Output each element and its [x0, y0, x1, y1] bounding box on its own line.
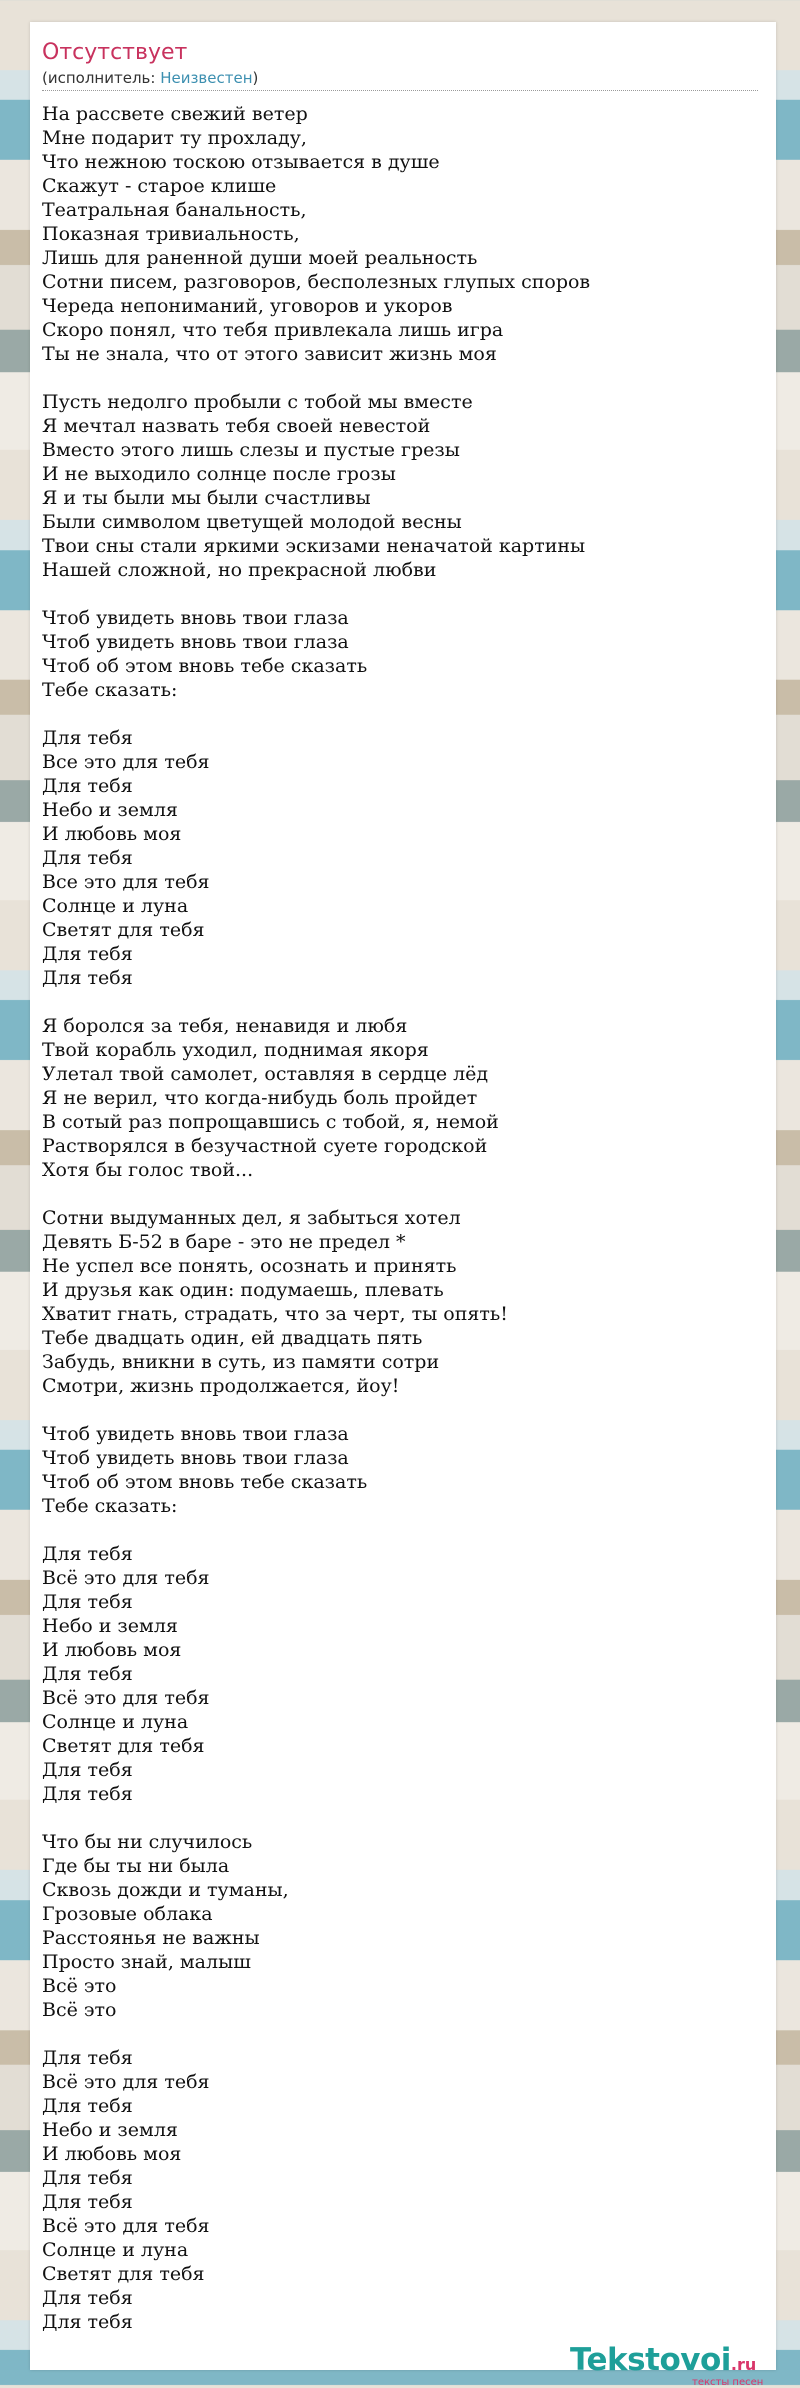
lyric-line: Для тебя: [42, 1759, 133, 1781]
lyric-line: Я мечтал назвать тебя своей невестой: [42, 415, 431, 437]
lyric-line: Всё это: [42, 1999, 117, 2021]
lyric-line: Девять Б-52 в баре - это не предел *: [42, 1231, 406, 1253]
lyric-line: Светят для тебя: [42, 1735, 205, 1757]
artist-suffix: ): [252, 69, 259, 87]
lyric-line: Ты не знала, что от этого зависит жизнь моя: [42, 343, 497, 365]
lyric-line: Сквозь дожди и туманы,: [42, 1879, 289, 1901]
site-logo[interactable]: [570, 2343, 770, 2387]
lyric-line: Пусть недолго пробыли с тобой мы вместе: [42, 391, 473, 413]
lyric-line: Для тебя: [42, 847, 133, 869]
lyric-line: Чтоб увидеть вновь твои глаза: [42, 1423, 349, 1445]
lyric-line: Забудь, вникни в суть, из памяти сотри: [42, 1351, 440, 1373]
lyric-line: Для тебя: [42, 1663, 133, 1685]
artist-link[interactable]: Неизвестен: [160, 69, 253, 87]
lyric-line: Хватит гнать, страдать, что за черт, ты опять!: [42, 1303, 508, 1325]
lyric-line: Чтоб увидеть вновь твои глаза: [42, 1447, 349, 1469]
lyric-line: Все это для тебя: [42, 751, 210, 773]
lyric-line: Череда непониманий, уговоров и укоров: [42, 295, 453, 317]
lyric-line: Для тебя: [42, 2095, 133, 2117]
lyric-line: Тебе сказать:: [42, 1495, 178, 1517]
lyric-line: Чтоб увидеть вновь твои глаза: [42, 631, 349, 653]
lyric-line: Где бы ты ни была: [42, 1855, 230, 1877]
lyric-line: В сотый раз попрощавшись с тобой, я, немой: [42, 1111, 499, 1133]
lyric-line: Всё это для тебя: [42, 1567, 210, 1589]
lyric-line: Были символом цветущей молодой весны: [42, 511, 462, 533]
artist-line: [42, 69, 258, 87]
lyric-line: Скоро понял, что тебя привлекала лишь игра: [42, 319, 504, 341]
lyric-line: Лишь для раненной души моей реальность: [42, 247, 478, 269]
lyric-line: Я боролся за тебя, ненавидя и любя: [42, 1015, 408, 1037]
lyric-line: И любовь моя: [42, 2143, 182, 2165]
lyric-line: Просто знай, малыш: [42, 1951, 251, 1973]
lyric-line: Солнце и луна: [42, 2239, 189, 2261]
lyric-line: Небо и земля: [42, 1615, 178, 1637]
lyric-line: Смотри, жизнь продолжается, йоу!: [42, 1375, 400, 1397]
lyric-line: Для тебя: [42, 2167, 133, 2189]
lyric-line: Скажут - старое клише: [42, 175, 277, 197]
lyrics-card: [30, 22, 776, 2388]
lyric-line: Нашей сложной, но прекрасной любви: [42, 559, 437, 581]
lyric-line: Не успел все понять, осознать и принять: [42, 1255, 457, 1277]
lyric-line: Небо и земля: [42, 2119, 178, 2141]
lyrics-stanza: [42, 726, 762, 990]
lyric-line: Для тебя: [42, 2311, 133, 2333]
lyric-line: Для тебя: [42, 967, 133, 989]
lyric-line: Небо и земля: [42, 799, 178, 821]
lyric-line: Всё это для тебя: [42, 2071, 210, 2093]
lyric-line: И не выходило солнце после грозы: [42, 463, 396, 485]
lyrics-body: [42, 102, 762, 2358]
lyric-line: Чтоб об этом вновь тебе сказать: [42, 655, 368, 677]
lyric-line: Улетал твой самолет, оставляя в сердце лёд: [42, 1063, 489, 1085]
logo-domain: .ru: [730, 2355, 757, 2374]
lyric-line: На рассвете свежий ветер: [42, 103, 308, 125]
lyrics-stanza: [42, 102, 762, 366]
logo-tagline: тексты песен: [692, 2377, 764, 2388]
lyric-line: Для тебя: [42, 2047, 133, 2069]
lyrics-stanza: [42, 2046, 762, 2334]
lyric-line: Светят для тебя: [42, 2263, 205, 2285]
title-divider: [42, 90, 758, 91]
lyric-line: Всё это: [42, 1975, 117, 1997]
lyric-line: И любовь моя: [42, 823, 182, 845]
lyric-line: Что нежною тоскою отзывается в душе: [42, 151, 440, 173]
lyric-line: Для тебя: [42, 1591, 133, 1613]
lyric-line: Чтоб увидеть вновь твои глаза: [42, 607, 349, 629]
lyric-line: Твой корабль уходил, поднимая якоря: [42, 1039, 429, 1061]
lyrics-stanza: [42, 1206, 762, 1398]
lyric-line: Для тебя: [42, 2287, 133, 2309]
lyric-line: Мне подарит ту прохладу,: [42, 127, 307, 149]
lyric-line: Растворялся в безучастной суете городской: [42, 1135, 488, 1157]
lyric-line: Тебе двадцать один, ей двадцать пять: [42, 1327, 423, 1349]
lyric-line: Хотя бы голос твой...: [42, 1159, 254, 1181]
lyric-line: Для тебя: [42, 943, 133, 965]
lyric-line: Сотни писем, разговоров, бесполезных глупых споров: [42, 271, 591, 293]
lyric-line: Всё это для тебя: [42, 2215, 210, 2237]
lyric-line: Что бы ни случилось: [42, 1831, 253, 1853]
lyric-line: Всё это для тебя: [42, 1687, 210, 1709]
lyric-line: Солнце и луна: [42, 1711, 189, 1733]
lyric-line: Грозовые облака: [42, 1903, 213, 1925]
artist-prefix: (исполнитель:: [42, 69, 161, 87]
lyric-line: Расстоянья не важны: [42, 1927, 260, 1949]
lyrics-stanza: [42, 1830, 762, 2022]
lyric-line: Для тебя: [42, 1543, 133, 1565]
lyrics-stanza: [42, 390, 762, 582]
lyric-line: Для тебя: [42, 775, 133, 797]
lyrics-stanza: [42, 1542, 762, 1806]
lyric-line: Показная тривиальность,: [42, 223, 300, 245]
lyric-line: Я не верил, что когда-нибудь боль пройдет: [42, 1087, 478, 1109]
lyric-line: Театральная банальность,: [42, 199, 307, 221]
lyric-line: Для тебя: [42, 727, 133, 749]
lyric-line: Чтоб об этом вновь тебе сказать: [42, 1471, 368, 1493]
lyric-line: Солнце и луна: [42, 895, 189, 917]
lyric-line: Все это для тебя: [42, 871, 210, 893]
lyric-line: Для тебя: [42, 1783, 133, 1805]
lyric-line: Вместо этого лишь слезы и пустые грезы: [42, 439, 460, 461]
lyric-line: Я и ты были мы были счастливы: [42, 487, 371, 509]
lyrics-stanza: [42, 1422, 762, 1518]
lyric-line: Сотни выдуманных дел, я забыться хотел: [42, 1207, 461, 1229]
lyric-line: Для тебя: [42, 2191, 133, 2213]
logo-text: Tekstovoi: [570, 2342, 731, 2378]
lyric-line: Тебе сказать:: [42, 679, 178, 701]
lyric-line: И друзья как один: подумаешь, плевать: [42, 1279, 444, 1301]
lyric-line: Светят для тебя: [42, 919, 205, 941]
lyrics-stanza: [42, 606, 762, 702]
lyrics-stanza: [42, 1014, 762, 1182]
song-title: Отсутствует: [42, 40, 188, 65]
lyric-line: И любовь моя: [42, 1639, 182, 1661]
lyric-line: Твои сны стали яркими эскизами неначатой картины: [42, 535, 586, 557]
